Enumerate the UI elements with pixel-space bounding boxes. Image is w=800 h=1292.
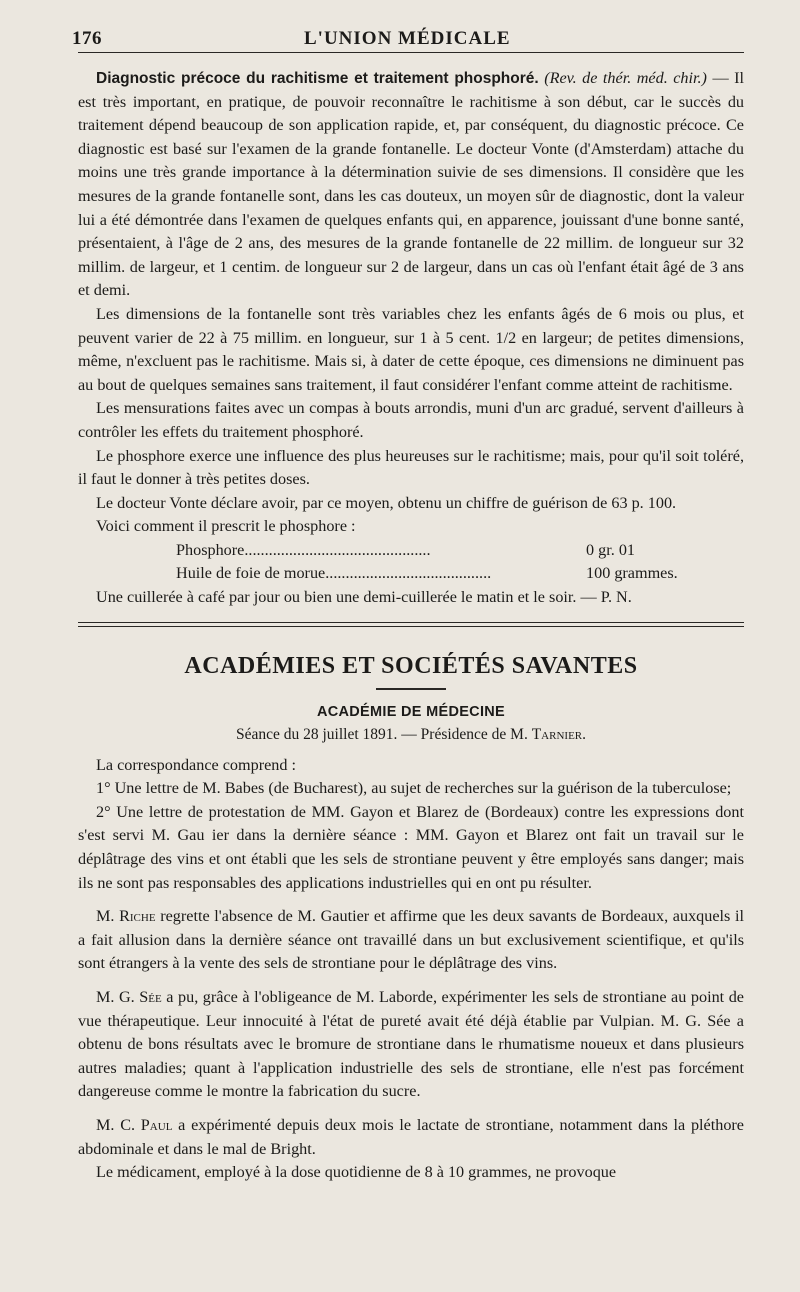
session-text: Séance du 28 juillet 1891. — Présidence de M. xyxy=(235,725,528,743)
title-underline xyxy=(376,688,446,690)
article-closing: Une cuillerée à café par jour ou bien une demi-cuillerée le matin et le soir. — P. N. xyxy=(96,588,632,607)
article-source: (Rev. de thér. méd. chir.) xyxy=(544,69,707,87)
speaker-text: a pu, grâce à l'obligeance de M. Laborde, expérimenter les sels de strontiane au point de vue thérapeutique. Leur innocuité à l'état de pureté avait été déjà établie par Vulpian. M. G. Sée a obtenu de bons résultats avec le bromure de strontiane dans le rhumatisme noueux et dans plusieurs autres maladies; quant à l'application industrielle des sels de strontiane, elle n'est pas forcément dangereuse comme le montre la fabrication du sucre. xyxy=(78,988,744,1101)
riche-paragraph xyxy=(78,905,744,976)
page-header xyxy=(72,28,744,53)
section-paragraph: La correspondance comprend : xyxy=(96,755,297,774)
section-paragraph: 2° Une lettre de protestation de MM. Gayon et Blarez de (Bordeaux) contre les expressions dont s'est servi M. Gau ier dans la dernière séance : MM. Gayon et Blarez ont fait un travail sur le déplâtrage des vins et ont établi que les sels de strontiane peuvent y être employés sans danger; mais ils ne sont pas responsables des applications industrielles qui en ont pu résulter. xyxy=(78,802,744,892)
section-academies xyxy=(78,653,744,1185)
prescription-ingredient: Phosphore xyxy=(176,540,245,559)
section-subtitle: ACADÉMIE DE MÉDECINE xyxy=(316,703,506,720)
speaker-text: regrette l'absence de M. Gautier et affirme que les deux savants de Bordeaux, auxquels il a fait allusion dans la dernière séance ont travaillé dans un but exclusivement scientifique, et qu'ils sont étrangers à la vente des sels de strontiane pour le déplâtrage des vins. xyxy=(78,907,744,973)
article-first-paragraph xyxy=(78,67,744,303)
section-divider xyxy=(78,622,744,627)
journal-title: L'UNION MÉDICALE xyxy=(304,28,511,49)
session-line xyxy=(78,726,744,744)
prescription-ingredient: Huile de foie de morue xyxy=(176,564,326,583)
article-title: Diagnostic précoce du rachitisme et traitement phosphoré. xyxy=(96,70,539,87)
article-rachitisme xyxy=(78,67,744,610)
prescription xyxy=(78,539,744,586)
dot-leader: .............................................. xyxy=(244,540,431,559)
page-number: 176 xyxy=(72,28,102,49)
session-president: Tarnier. xyxy=(531,725,587,743)
section-paragraph: 1° Une lettre de M. Babes (de Bucharest), au sujet de recherches sur la guérison de la tuberculose; xyxy=(96,779,732,798)
speaker-text: a expérimenté depuis deux mois le lactate de strontiane, notamment dans la pléthore abdominale et dans le mal de Bright. xyxy=(78,1115,744,1158)
article-paragraph: Les dimensions de la fontanelle sont très variables chez les enfants âgés de 6 mois ou plus, et peuvent varier de 22 à 75 millim. en longueur, sur 1 à 5 cent. 1/2 en largeur; de petites dimensions, même, n'excluent pas le rachitisme. Mais si, à dater de cette époque, ces dimensions ne diminuent pas au bout de quelques semaines sans traitement, il faut considérer l'enfant comme atteint de rachitisme. xyxy=(78,304,744,394)
speaker-name: M. C. Paul xyxy=(96,1115,173,1134)
prescription-quantity: 0 gr. 01 xyxy=(586,540,636,559)
article-paragraph: Voici comment il prescrit le phosphore : xyxy=(96,517,356,536)
section-title: ACADÉMIES ET SOCIÉTÉS SAVANTES xyxy=(184,652,638,679)
article-paragraph: — Il est très important, en pratique, de pouvoir reconnaître le rachitisme à son début, car le succès du traitement dépend beaucoup de son application rapide, et, par conséquent, du diagnostic précoce. Ce diagnostic est basé sur l'examen de la grande fontanelle. Le docteur Vonte (d'Amsterdam) attache du moins une très grande importance à la détermination suivie de ses dimensions. Il considère que les mesures de la grande fontanelle sont, dans les cas douteux, un moyen sûr de diagnostic, dont la valeur lui a été démontrée dans l'examen de quelques enfants qui, en apparence, jouissant d'une bonne santé, présentaient, à l'âge de 2 ans, des mesures de la grande fontanelle de 22 millim. de longueur sur 32 millim. de largeur, et 1 centim. de longueur sur 2 de largeur, dans un cas où l'enfant était âgé de 3 ans et demi. xyxy=(78,69,744,300)
see-paragraph xyxy=(78,986,744,1104)
paul-paragraph xyxy=(78,1114,744,1161)
article-paragraph: Le phosphore exerce une influence des plus heureuses sur le rachitisme; mais, pour qu'il soit toléré, il faut le donner à très petites doses. xyxy=(78,446,744,489)
speaker-name: M. G. Sée xyxy=(96,988,162,1006)
article-paragraph: Le docteur Vonte déclare avoir, par ce moyen, obtenu un chiffre de guérison de 63 p. 100. xyxy=(96,493,677,512)
prescription-quantity: 100 grammes. xyxy=(586,564,678,583)
prescription-row xyxy=(78,562,744,586)
dot-leader: ......................................... xyxy=(325,564,492,583)
article-paragraph: Les mensurations faites avec un compas à bouts arrondis, muni d'un arc gradué, servent d'ailleurs à contrôler les effets du traitement phosphoré. xyxy=(78,399,744,441)
speaker-name: M. Riche xyxy=(96,907,156,926)
prescription-row xyxy=(78,539,744,563)
last-line: Le médicament, employé à la dose quotidienne de 8 à 10 grammes, ne provoque xyxy=(96,1163,617,1182)
